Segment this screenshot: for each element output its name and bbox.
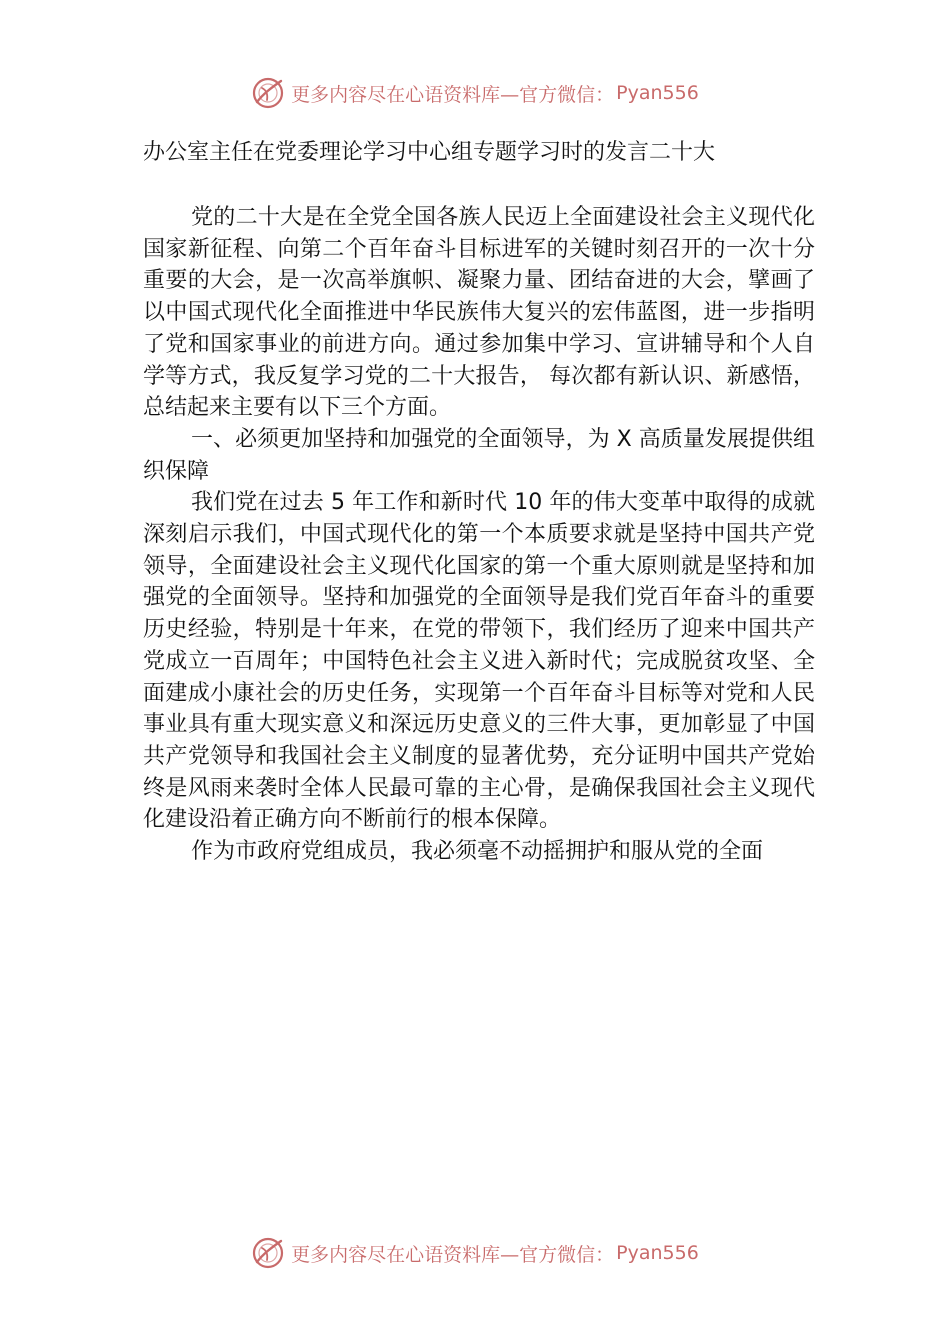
body-paragraph-intro: 党的二十大是在全党全国各族人民迈上全面建设社会主义现代化国家新征程、向第二个百年奋斗目标进军的关键时刻召开的一次十分重要的大会，是一次高举旗帜、凝聚力量、团结奋进的大会，擘画了以中国式现代化全面推进中华民族伟大复兴的宏伟蓝图，进一步指明了党和国家事业的前进方向。通过参加集中学习、宣讲辅导和个人自学等方式，我反复学习党的二十大报告， 每次都有新认识、新感悟，总结起来主要有以下三个方面。: [143, 205, 815, 421]
footer-watermark: [0, 1233, 950, 1273]
body-paragraph-continued: 作为市政府党组成员，我必须毫不动摇拥护和服从党的全面: [191, 839, 764, 865]
watermark-wechat-id: Pyan556: [616, 1242, 699, 1264]
watermark-text: 更多内容尽在心语资料库—官方微信：: [291, 83, 615, 106]
body-paragraph-section-1: 我们党在过去 5 年工作和新时代 10 年的伟大变革中取得的成就深刻启示我们，中国式现代化的第一个本质要求就是坚持中国共产党领导，全面建设社会主义现代化国家的第一个重大原则就是坚持和加强党的全面领导。坚持和加强党的全面领导是我们党百年奋斗的重要历史经验，特别是十年来，在党的带领下，我们经历了迎来中国共产党成立一百周年；中国特色社会主义进入新时代；完成脱贫攻坚、全面建成小康社会的历史任务，实现第一个百年奋斗目标等对党和人民事业具有重大现实意义和深远历史意义的三件大事，更加彰显了中国共产党领导和我国社会主义制度的显著优势，充分证明中国共产党始终是风雨来袭时全体人民最可靠的主心骨，是确保我国社会主义现代化建设沿着正确方向不断前行的根本保障。: [143, 490, 815, 833]
document-title: 办公室主任在党委理论学习中心组专题学习时的发言二十大: [143, 140, 716, 165]
library-logo-icon: [251, 76, 285, 110]
section-heading-1: 一、必须更加坚持和加强党的全面领导，为 X 高质量发展提供组织保障: [143, 426, 815, 484]
watermark-wechat-id: Pyan556: [616, 82, 699, 104]
library-logo-icon: [251, 1236, 285, 1270]
watermark-text: 更多内容尽在心语资料库—官方微信：: [291, 1243, 615, 1266]
document-body: [143, 202, 815, 868]
header-watermark: [0, 73, 950, 113]
